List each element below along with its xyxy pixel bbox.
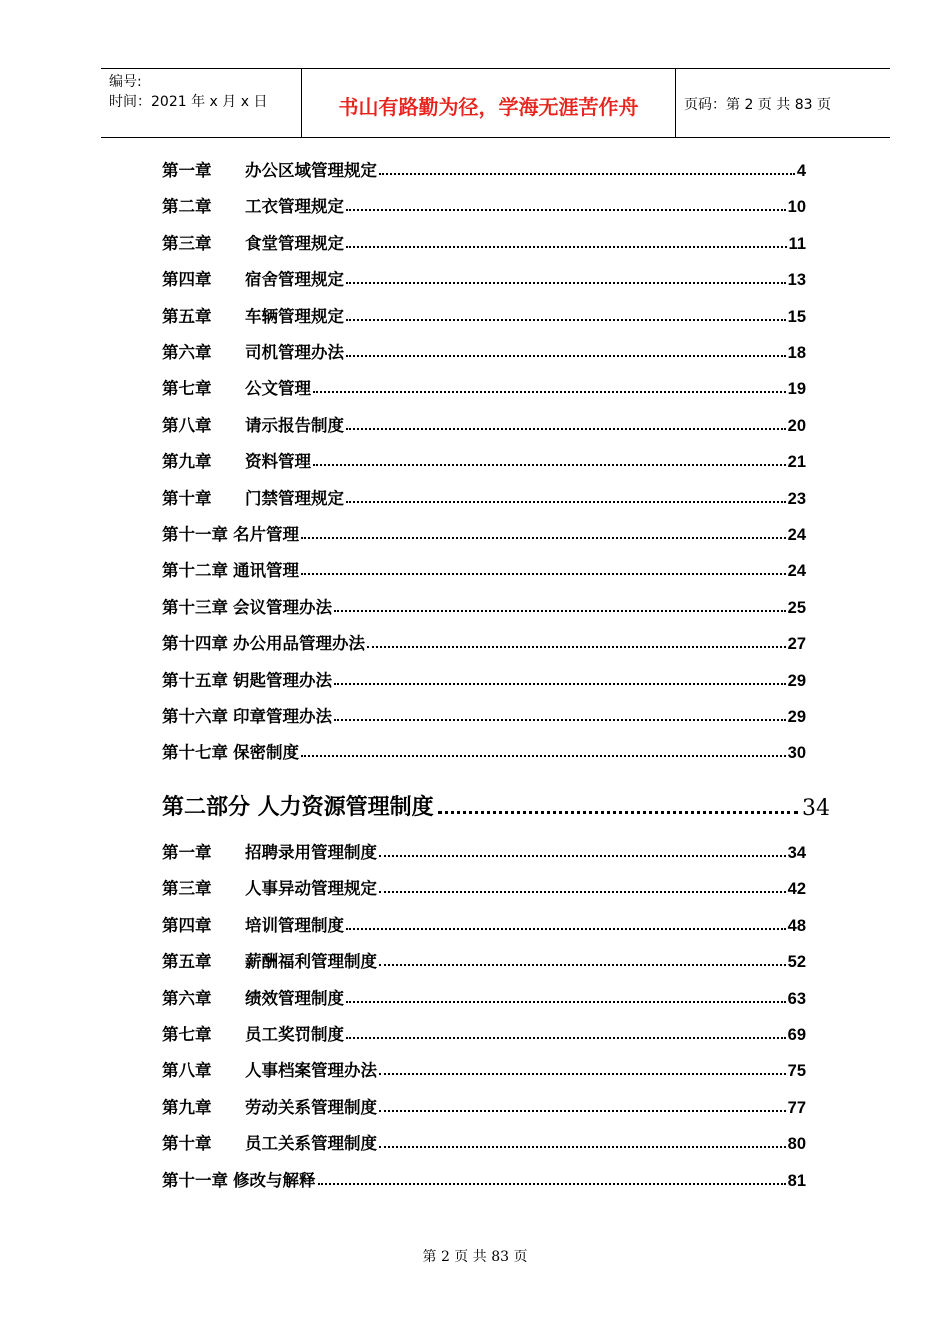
- toc-chapter-number: 第三章: [162, 233, 212, 253]
- toc-chapter-title: 宿舍管理规定: [245, 270, 344, 290]
- dot-leader: [346, 319, 786, 321]
- toc-page-number: 18: [787, 344, 806, 362]
- toc-page-number: 11: [788, 234, 806, 253]
- part2-title: 第二部分 人力资源管理制度: [162, 795, 434, 820]
- header-page-info: 页码：第 2 页 共 83 页: [684, 97, 831, 113]
- toc-page-number: 23: [787, 489, 806, 508]
- dot-leader: [346, 282, 786, 284]
- serial-label: 编号:: [109, 74, 142, 90]
- toc-page-number: 19: [787, 380, 806, 399]
- dot-leader: [334, 719, 786, 721]
- page-footer: 第 2 页 共 83 页: [422, 1249, 528, 1265]
- dot-leader: [346, 1001, 786, 1003]
- toc-chapter-title: 员工关系管理制度: [245, 1134, 377, 1154]
- toc-page-number: 13: [787, 271, 806, 290]
- toc-entry[interactable]: [162, 521, 806, 545]
- toc-page-number: 48: [787, 916, 806, 935]
- toc-chapter-title: 员工奖罚制度: [245, 1025, 344, 1044]
- toc-chapter-number: 第四章: [162, 270, 212, 290]
- toc-entry[interactable]: [162, 157, 806, 181]
- toc-entry[interactable]: [162, 375, 806, 399]
- toc-chapter-number: 第十章: [162, 1134, 212, 1154]
- toc-page-number: 75: [787, 1062, 806, 1081]
- toc-page-number: 10: [787, 198, 806, 217]
- header-motto-cell: [302, 69, 676, 137]
- toc-chapter-number: 第六章: [162, 988, 212, 1008]
- toc-entry[interactable]: [162, 1167, 806, 1191]
- dot-leader: [313, 391, 786, 393]
- dot-leader: [313, 464, 786, 466]
- toc-page-number: 80: [787, 1135, 806, 1154]
- toc-chapter-number: 第十一章: [162, 1170, 228, 1190]
- toc-page-number: 27: [787, 635, 806, 654]
- toc-entry[interactable]: [162, 739, 806, 763]
- toc-chapter-title: 门禁管理规定: [245, 488, 344, 508]
- toc-page-number: 34: [787, 844, 806, 862]
- dot-leader: [379, 173, 795, 175]
- time-label: 时间：2021 年 x 月 x 日: [109, 94, 268, 110]
- toc-chapter-number: 第十一章: [162, 525, 228, 544]
- toc-chapter-title: 培训管理制度: [245, 915, 344, 935]
- dot-leader: [301, 537, 786, 539]
- toc-chapter-title: 通讯管理: [233, 561, 299, 581]
- toc-entry[interactable]: [162, 1021, 806, 1045]
- toc-chapter-number: 第四章: [162, 915, 212, 935]
- dot-leader: [379, 855, 786, 857]
- toc-chapter-number: 第五章: [162, 952, 212, 972]
- dot-leader: [379, 891, 786, 893]
- toc-entry[interactable]: [162, 594, 806, 618]
- toc-page-number: 4: [796, 162, 806, 180]
- dot-leader: [346, 246, 787, 248]
- toc-entry[interactable]: [162, 1130, 806, 1154]
- toc-chapter-title: 办公区域管理规定: [245, 161, 377, 180]
- toc-entry[interactable]: [162, 912, 806, 936]
- toc-chapter-number: 第十四章: [162, 634, 228, 654]
- dot-leader: [318, 1183, 786, 1185]
- toc-chapter-title: 修改与解释: [233, 1170, 316, 1190]
- dot-leader: [379, 1146, 786, 1148]
- part2-page-number: 34: [802, 796, 830, 821]
- toc-page-number: 42: [787, 880, 806, 899]
- toc-entry[interactable]: [162, 985, 806, 1009]
- toc-entry[interactable]: [162, 485, 806, 509]
- header-meta-cell: [101, 69, 302, 137]
- toc-chapter-title: 车辆管理规定: [245, 306, 344, 326]
- toc-entry[interactable]: [162, 948, 806, 972]
- toc-chapter-title: 司机管理办法: [245, 343, 344, 362]
- toc-entry[interactable]: [162, 839, 806, 863]
- toc-chapter-number: 第十三章: [162, 597, 228, 617]
- dot-leader: [301, 573, 786, 575]
- toc-chapter-number: 第十七章: [162, 743, 228, 763]
- toc-entry[interactable]: [162, 448, 806, 472]
- toc-page-number: 24: [787, 526, 806, 544]
- toc-chapter-title: 招聘录用管理制度: [245, 843, 377, 862]
- page-header: [101, 68, 890, 138]
- dot-leader: [438, 811, 798, 814]
- toc-chapter-number: 第八章: [162, 415, 212, 435]
- toc-page-number: 52: [787, 953, 806, 972]
- toc-page-number: 25: [787, 598, 806, 617]
- dot-leader: [379, 1110, 786, 1112]
- dot-leader: [346, 428, 786, 430]
- toc-entry[interactable]: [162, 303, 806, 327]
- dot-leader: [301, 755, 786, 757]
- toc-chapter-title: 钥匙管理办法: [233, 670, 332, 690]
- toc-chapter-number: 第十六章: [162, 707, 228, 726]
- toc-page-number: 15: [787, 307, 806, 326]
- toc-chapter-title: 人事异动管理规定: [245, 879, 377, 899]
- toc-entry[interactable]: [162, 1094, 806, 1118]
- dot-leader: [379, 964, 786, 966]
- header-motto: 书山有路勤为径，学海无涯苦作舟: [338, 95, 639, 119]
- header-page-cell: [676, 69, 890, 137]
- toc-chapter-title: 人事档案管理办法: [245, 1061, 377, 1081]
- toc-entry[interactable]: [162, 339, 806, 363]
- toc-entry[interactable]: [162, 412, 806, 436]
- toc-chapter-number: 第七章: [162, 1025, 212, 1044]
- dot-leader: [367, 646, 786, 648]
- toc-page-number: 69: [787, 1026, 806, 1044]
- toc-page-number: 20: [787, 416, 806, 435]
- toc-chapter-number: 第三章: [162, 879, 212, 899]
- dot-leader: [334, 610, 786, 612]
- toc-chapter-title: 名片管理: [233, 525, 299, 544]
- toc-chapter-title: 绩效管理制度: [245, 988, 344, 1008]
- toc-entry[interactable]: [162, 266, 806, 290]
- toc-chapter-title: 印章管理办法: [233, 707, 332, 726]
- toc-chapter-title: 公文管理: [245, 379, 311, 399]
- toc-chapter-number: 第二章: [162, 197, 212, 217]
- toc-chapter-title: 劳动关系管理制度: [245, 1097, 377, 1117]
- toc-entry[interactable]: [162, 630, 806, 654]
- toc-chapter-number: 第五章: [162, 306, 212, 326]
- toc-chapter-title: 请示报告制度: [245, 415, 344, 435]
- toc-page-number: 81: [787, 1171, 806, 1190]
- toc-chapter-number: 第十章: [162, 488, 212, 508]
- toc-chapter-title: 薪酬福利管理制度: [245, 952, 377, 972]
- toc-page-number: 21: [787, 453, 806, 472]
- toc-chapter-title: 资料管理: [245, 452, 311, 472]
- toc-chapter-title: 工衣管理规定: [245, 197, 344, 217]
- dot-leader: [346, 355, 786, 357]
- dot-leader: [346, 209, 786, 211]
- toc-page-number: 29: [787, 708, 806, 726]
- dot-leader: [346, 928, 786, 930]
- toc-chapter-number: 第六章: [162, 343, 212, 362]
- toc-chapter-number: 第七章: [162, 379, 212, 399]
- toc-page-number: 29: [787, 671, 806, 690]
- toc-page-number: 77: [787, 1098, 806, 1117]
- toc-chapter-title: 会议管理办法: [233, 597, 332, 617]
- toc-chapter-title: 办公用品管理办法: [233, 634, 365, 654]
- dot-leader: [379, 1073, 786, 1075]
- toc-chapter-number: 第一章: [162, 161, 212, 180]
- toc-chapter-title: 保密制度: [233, 743, 299, 763]
- toc-page-number: 24: [787, 562, 806, 581]
- toc-entry[interactable]: [162, 703, 806, 727]
- toc-chapter-number: 第九章: [162, 452, 212, 472]
- toc-entry[interactable]: [162, 875, 806, 899]
- toc-chapter-title: 食堂管理规定: [245, 233, 344, 253]
- toc-entry[interactable]: [162, 193, 806, 217]
- dot-leader: [346, 1037, 786, 1039]
- dot-leader: [334, 683, 786, 685]
- toc-chapter-number: 第一章: [162, 843, 212, 862]
- toc-chapter-number: 第八章: [162, 1061, 212, 1081]
- toc-chapter-number: 第十二章: [162, 561, 228, 581]
- dot-leader: [346, 501, 786, 503]
- toc-entry[interactable]: [162, 1057, 806, 1081]
- toc-page-number: 63: [787, 989, 806, 1008]
- toc-chapter-number: 第十五章: [162, 670, 228, 690]
- toc-part2-heading[interactable]: [162, 787, 830, 821]
- toc-chapter-number: 第九章: [162, 1097, 212, 1117]
- toc-page-number: 30: [787, 744, 806, 763]
- toc-entry[interactable]: [162, 557, 806, 581]
- toc-entry[interactable]: [162, 230, 806, 254]
- toc-entry[interactable]: [162, 667, 806, 691]
